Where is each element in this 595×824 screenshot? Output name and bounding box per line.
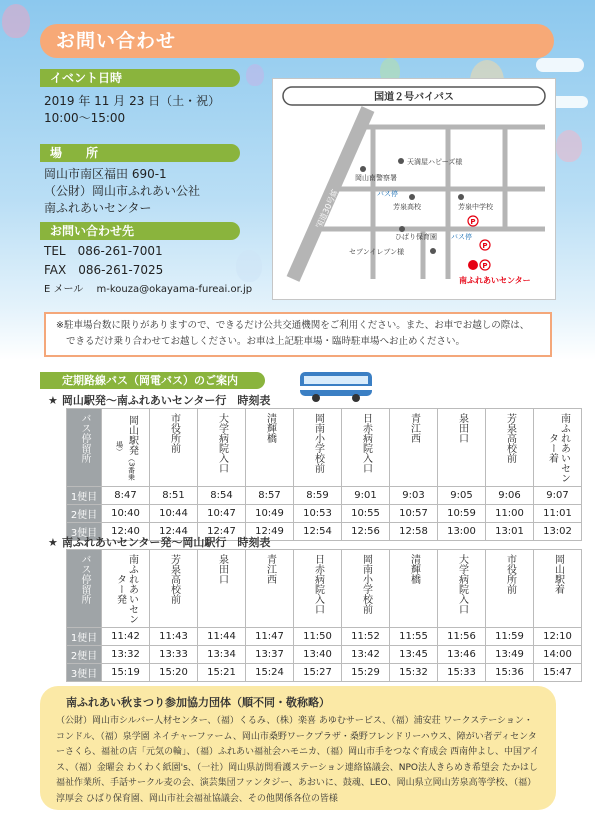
stop-note: （3番乗場） [115, 441, 136, 481]
departure-time: 13:34 [198, 646, 246, 664]
table-row [67, 628, 582, 646]
stop-name: 岡南小学校前 [312, 413, 324, 473]
run-label: 2便目 [67, 505, 102, 523]
balloon-decoration [2, 4, 30, 38]
departure-time: 13:40 [294, 646, 342, 664]
table-row [67, 664, 582, 682]
departure-time: 11:42 [102, 628, 150, 646]
stop-header [246, 409, 294, 487]
stop-name: 岡南小学校前 [360, 554, 372, 614]
balloon-decoration [246, 64, 264, 86]
stop-name: 泉田口 [456, 413, 468, 443]
departure-time: 15:47 [534, 664, 582, 682]
parking-icon-label: P [482, 242, 488, 250]
departure-time: 10:59 [438, 505, 486, 523]
stop-name: 市役所前 [168, 413, 180, 453]
departure-time: 13:45 [390, 646, 438, 664]
stop-name: 青江西 [408, 413, 420, 443]
run-label: 1便目 [67, 628, 102, 646]
stop-name: 南ふれあいセンター発 [114, 554, 138, 624]
departure-time: 11:00 [486, 505, 534, 523]
route30-label: 国道30号線 [314, 187, 340, 230]
seven-label: セブンイレブン様 [349, 248, 405, 256]
stop-name: 大学病院入口 [456, 554, 468, 614]
run-label: 3便目 [67, 664, 102, 682]
parking-icon-label: P [470, 218, 476, 226]
seven-marker [430, 248, 436, 254]
stop-name: 芳泉高校前 [168, 554, 180, 604]
cloud-decoration [536, 58, 584, 72]
departure-time: 15:24 [246, 664, 294, 682]
stop-name: 泉田口 [216, 554, 228, 584]
stop-name: 岡山駅着 [552, 554, 564, 594]
departure-time: 9:05 [438, 487, 486, 505]
departure-time: 9:07 [534, 487, 582, 505]
notice-line-1: ※駐車場台数に限りがありますので、できるだけ公共交通機関をご利用ください。また、お車でお越しの際は、 [56, 320, 530, 331]
map-drawing [273, 79, 555, 299]
event-header: イベント日時 [40, 69, 240, 87]
stop-name: 日赤病院入口 [360, 413, 372, 473]
page-title: お問い合わせ [56, 30, 177, 52]
coop-list: （公財）岡山市シルバー人材センター、（福）くるみ、（株）楽喜 あゆむサービス、（福）浦安荘 ワークステーション・コンドル、（福）泉学園 ネイチャーファーム、岡山市桑野ワークプラザ・桑野フレンドリーハウス、障がい者ディセンターさくら、福祉の店「元気の輪」、（福）ふれあい福祉会ハモニカ、（福）岡山市手をつなぐ育成会 西南仲よし、中国アイス、（福）金曜会 わくわく紙園's、（一社）岡山県訪問看護ステーション連絡協議会、NPO法人きらめき希望会 たかはし福祉作業所、手話サークル麦の会、演芸集団ファンタジー、あおいに、鼓魂、LEO、岡山県立岡山芳泉高等学校、（福）淳厚会 ひばり保育園、岡山市社会福祉協議会、その他関係各位の皆様 [56, 716, 540, 804]
place-venue: 南ふれあいセンター [44, 201, 152, 215]
timetable-route2 [66, 549, 582, 682]
departure-time: 8:59 [294, 487, 342, 505]
notice-line-2: できるだけ乗り合わせてお越しください。お車は上記駐車場・臨時駐車場へお止めください。 [66, 336, 466, 347]
stop-name: 大学病院入口 [216, 413, 228, 473]
stop-header [102, 409, 150, 487]
departure-time: 12:47 [198, 523, 246, 541]
departure-time: 10:57 [390, 505, 438, 523]
place-header: 場 所 [40, 144, 240, 162]
departure-time: 12:40 [102, 523, 150, 541]
contact-email-row [44, 281, 252, 298]
parking-icon-label: P [482, 262, 488, 270]
balloon-decoration [236, 250, 262, 282]
stop-header [198, 550, 246, 628]
coop-title: 南ふれあい秋まつり参加協力団体（順不同・敬称略） [66, 696, 330, 709]
email-label: E メール [44, 284, 84, 295]
departure-time: 11:59 [486, 628, 534, 646]
departure-time: 15:21 [198, 664, 246, 682]
stop-header [342, 550, 390, 628]
hibari-marker [399, 226, 405, 232]
bus-icon [298, 370, 374, 404]
departure-time: 11:47 [246, 628, 294, 646]
stop-name: 南ふれあいセンター着 [546, 413, 570, 483]
police-label: 岡山南警察署 [355, 174, 397, 182]
stop-header [102, 550, 150, 628]
stop-header [150, 409, 198, 487]
departure-time: 15:36 [486, 664, 534, 682]
departure-time: 15:32 [390, 664, 438, 682]
departure-time: 10:40 [102, 505, 150, 523]
stop-name: 芳泉高校前 [504, 413, 516, 463]
event-date: 2019 年 11 月 23 日（土・祝） [44, 94, 221, 108]
departure-time: 15:27 [294, 664, 342, 682]
timetable-corner [67, 409, 102, 487]
departure-time: 13:02 [534, 523, 582, 541]
departure-time: 13:37 [246, 646, 294, 664]
departure-time: 10:53 [294, 505, 342, 523]
jh-school-label: 芳泉中学校 [458, 203, 493, 211]
stop-name: 市役所前 [504, 554, 516, 594]
departure-time: 8:47 [102, 487, 150, 505]
tenmaya-marker [398, 158, 404, 164]
busstop-label-2: バス停 [451, 233, 472, 241]
stop-header [486, 550, 534, 628]
departure-time: 13:32 [102, 646, 150, 664]
stop-name: 日赤病院入口 [312, 554, 324, 614]
stop-header [150, 550, 198, 628]
route1-title: ★ 岡山駅発～南ふれあいセンター行 時刻表 [48, 394, 271, 407]
departure-time: 10:47 [198, 505, 246, 523]
busstop-label-1: バス停 [377, 190, 398, 198]
table-row [67, 646, 582, 664]
center-label: 南ふれあいセンター [459, 276, 531, 285]
departure-time: 10:44 [150, 505, 198, 523]
center-marker [468, 260, 478, 270]
stop-header [198, 409, 246, 487]
run-label: 3便目 [67, 523, 102, 541]
stop-header [438, 550, 486, 628]
run-label: 1便目 [67, 487, 102, 505]
high-school-label: 芳泉高校 [393, 203, 421, 211]
departure-time: 8:54 [198, 487, 246, 505]
departure-time: 8:57 [246, 487, 294, 505]
departure-time: 11:44 [198, 628, 246, 646]
departure-time: 11:56 [438, 628, 486, 646]
stop-header [246, 550, 294, 628]
stop-name: 岡山駅発（3番乗場） [115, 415, 138, 481]
departure-time: 13:46 [438, 646, 486, 664]
stop-name: 清輝橋 [264, 413, 276, 443]
departure-time: 13:01 [486, 523, 534, 541]
departure-time: 9:06 [486, 487, 534, 505]
departure-time: 10:55 [342, 505, 390, 523]
contact-header: お問い合わせ先 [40, 222, 240, 240]
event-time: 10:00～15:00 [44, 111, 126, 125]
access-map [272, 78, 556, 300]
bus-header: 定期路線バス（岡電バス）のご案内 [40, 372, 265, 389]
departure-time: 15:33 [438, 664, 486, 682]
departure-time: 13:33 [150, 646, 198, 664]
departure-time: 12:56 [342, 523, 390, 541]
place-org: （公財）岡山市ふれあい公社 [44, 184, 201, 198]
timetable-route1 [66, 408, 582, 541]
timetable-corner [67, 550, 102, 628]
balloon-decoration [556, 130, 582, 162]
jh-school-marker [458, 194, 464, 200]
departure-time: 15:20 [150, 664, 198, 682]
stop-header [342, 409, 390, 487]
star-icon: ★ [48, 394, 58, 407]
contact-tel: TEL 086-261-7001 [44, 244, 163, 258]
departure-time: 11:01 [534, 505, 582, 523]
stop-header [390, 550, 438, 628]
departure-time: 11:43 [150, 628, 198, 646]
departure-time: 12:49 [246, 523, 294, 541]
place-address: 岡山市南区福田 690-1 [44, 167, 167, 181]
departure-time: 12:44 [150, 523, 198, 541]
parking-notice [44, 312, 552, 357]
stop-header [534, 550, 582, 628]
departure-time: 15:29 [342, 664, 390, 682]
stop-header [486, 409, 534, 487]
stop-header [534, 409, 582, 487]
departure-time: 14:00 [534, 646, 582, 664]
stop-header [438, 409, 486, 487]
bypass-label: 国道２号バイパス [374, 92, 454, 103]
departure-time: 12:58 [390, 523, 438, 541]
table-row [67, 487, 582, 505]
table-row [67, 505, 582, 523]
departure-time: 15:19 [102, 664, 150, 682]
stop-name: 清輝橋 [408, 554, 420, 584]
run-label: 2便目 [67, 646, 102, 664]
departure-time: 13:00 [438, 523, 486, 541]
hibari-label: ひばり保育園 [395, 233, 437, 241]
high-school-marker [409, 194, 415, 200]
departure-time: 10:49 [246, 505, 294, 523]
email-link[interactable]: m-kouza@okayama-fureai.or.jp [96, 284, 253, 295]
departure-time: 8:51 [150, 487, 198, 505]
corner-label: バス停留所 [79, 554, 90, 604]
departure-time: 11:50 [294, 628, 342, 646]
corner-label: バス停留所 [79, 413, 90, 463]
departure-time: 13:42 [342, 646, 390, 664]
tenmaya-label: 天満屋ハピーズ様 [407, 158, 463, 166]
departure-time: 12:54 [294, 523, 342, 541]
stop-header [294, 550, 342, 628]
route2-title: ★ 南ふれあいセンター発～岡山駅行 時刻表 [48, 536, 271, 549]
departure-time: 12:10 [534, 628, 582, 646]
departure-time: 9:03 [390, 487, 438, 505]
stop-header [390, 409, 438, 487]
police-marker [360, 166, 366, 172]
star-icon: ★ [48, 536, 58, 549]
cooperating-groups [40, 686, 556, 810]
stop-name: 青江西 [264, 554, 276, 584]
departure-time: 11:55 [390, 628, 438, 646]
stop-header [294, 409, 342, 487]
departure-time: 11:52 [342, 628, 390, 646]
departure-time: 13:49 [486, 646, 534, 664]
contact-fax: FAX 086-261-7025 [44, 263, 164, 277]
departure-time: 9:01 [342, 487, 390, 505]
